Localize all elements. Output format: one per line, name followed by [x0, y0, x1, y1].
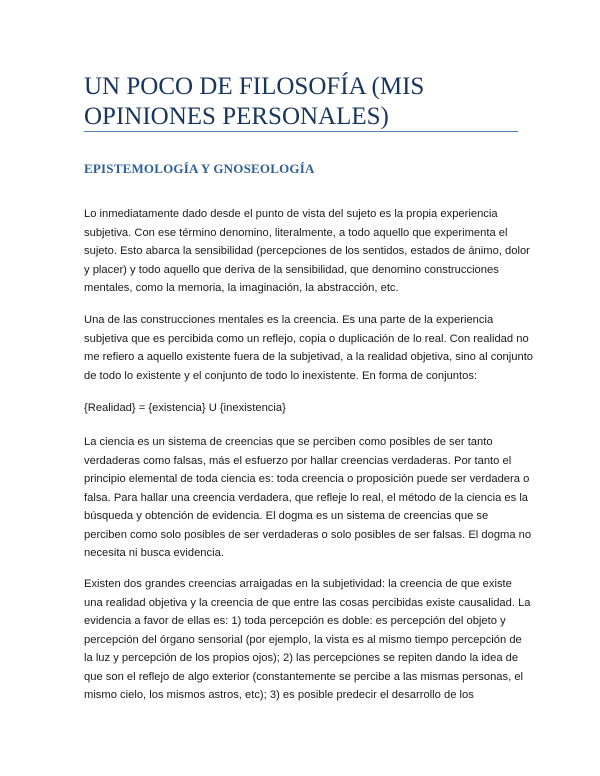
text-line: evidencia a favor de ellas es: 1) toda percepción es doble: es percepción del objeto y [84, 615, 506, 627]
text-line: búsqueda y obtención de evidencia. El dogma es un sistema de creencias que se [84, 510, 489, 522]
title-underline [84, 131, 518, 132]
text-line: Una de las construcciones mentales es la creencia. Es una parte de la experiencia [84, 314, 494, 326]
text-line: Lo inmediatamente dado desde el punto de vista del sujeto es la propia experiencia [84, 208, 498, 220]
paragraph [84, 311, 534, 385]
text-line: me refiero a aquello existente fuera de la subjetivad, a la realidad objetiva, sino al conjunto [84, 351, 534, 363]
text-line: la luz y percepción de los propios ojos); 2) las percepciones se repiten dando la idea de [84, 652, 519, 664]
text-line: Existen dos grandes creencias arraigadas en la subjetividad: la creencia de que existe [84, 578, 512, 590]
title-line: UN POCO DE FILOSOFÍA (MIS [84, 73, 425, 100]
page-title [84, 72, 524, 132]
title-line: OPINIONES PERSONALES) [84, 103, 389, 130]
paragraph [84, 433, 532, 563]
section-heading: EPISTEMOLOGÍA Y GNOSEOLOGÍA [84, 161, 315, 176]
paragraph [84, 399, 524, 418]
text-line: percepción del órgano sensorial (por ejemplo, la vista es al mismo tiempo percepción de [84, 633, 522, 646]
text-line: La ciencia es un sistema de creencias que se perciben como posibles de ser tanto [84, 436, 493, 448]
text-line: {Realidad} = {existencia} U {inexistencia} [84, 402, 286, 414]
text-line: principio elemental de toda ciencia es: toda creencia o proposición puede ser verdadera o [84, 473, 530, 485]
text-line: mismo cielo, los mismos astros, etc); 3) es posible predecir el desarrollo de los [84, 689, 474, 701]
text-line: subjetiva que es percibida como un reflejo, copia o duplicación de lo real. Con realidad no [84, 332, 529, 345]
text-line: de todo lo existente y el conjunto de todo lo inexistente. En forma de conjuntos: [84, 369, 478, 382]
paragraph [84, 205, 530, 298]
text-line: perciben como solo posibles de ser verdaderas o solo posibles de ser falsas. El dogma no [84, 528, 532, 541]
text-line: subjetiva. Con ese término denomino, literalmente, a todo aquello que experimenta el [84, 226, 508, 239]
text-line: sujeto. Esto abarca la sensibilidad (percepciones de los sentidos, estados de ánimo, dolor [84, 245, 530, 257]
text-line: que son el reflejo de algo exterior (constantemente se percibe a las mismas personas, el [84, 670, 524, 683]
text-line: necesita ni busca evidencia. [84, 547, 224, 559]
text-line: falsa. Para hallar una creencia verdadera, que refleje lo real, el método de la ciencia es la [84, 491, 529, 504]
text-line: una realidad objetiva y la creencia de que entre las cosas percibidas existe causalidad. La [84, 596, 531, 609]
text-line: verdaderas como falsas, más el esfuerzo por hallar creencias verdaderas. Por tanto el [84, 454, 512, 467]
text-line: y placer) y todo aquello que deriva de la sensibilidad, que denomino construcciones [84, 263, 499, 276]
text-line: mentales, como la memoria, la imaginación, la abstracción, etc. [84, 282, 399, 294]
paragraph [84, 575, 531, 705]
